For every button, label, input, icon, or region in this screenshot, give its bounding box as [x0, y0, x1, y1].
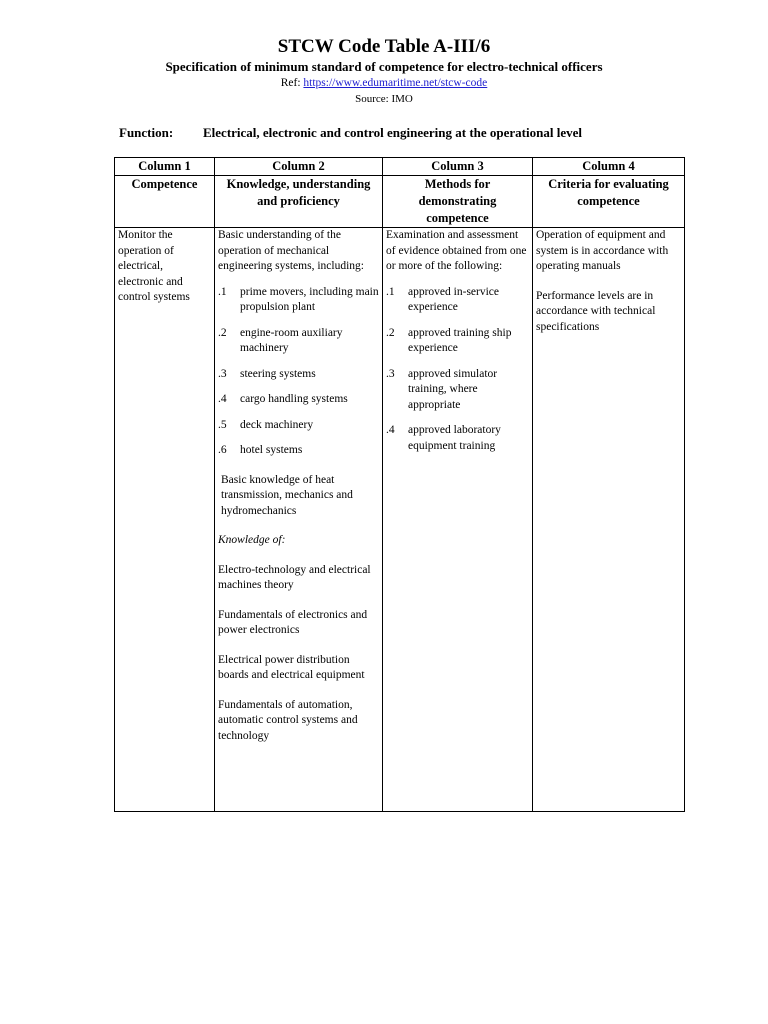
methods-cell — [383, 228, 533, 812]
criteria-cell — [533, 228, 685, 812]
item-text: prime movers, including main propulsion plant — [240, 285, 379, 313]
knowledge-of-item: Electrical power distribution boards and electrical equipment — [218, 653, 365, 681]
competence-text: Monitor the operation of electrical, electronic and control systems — [118, 229, 190, 303]
criteria-text: Performance levels are in accordance with technical specifications — [536, 289, 656, 333]
item-number: .2 — [386, 326, 395, 339]
competence-table — [114, 157, 685, 812]
page-subtitle: Specification of minimum standard of competence for electro-technical officers — [165, 59, 603, 74]
item-text: hotel systems — [240, 444, 303, 456]
item-number: .4 — [218, 393, 227, 405]
item-text: approved laboratory equipment training — [408, 424, 501, 452]
column-number-row — [115, 158, 685, 176]
list-item — [218, 443, 379, 459]
function-label: Function: — [119, 125, 174, 140]
column-2-number: Column 2 — [215, 158, 383, 176]
item-text: approved simulator training, where appropriate — [408, 367, 498, 411]
knowledge-of-item: Fundamentals of automation, automatic control systems and technology — [218, 698, 358, 742]
column-4-title: Criteria for evaluating competence — [533, 176, 685, 228]
item-text: approved training ship experience — [408, 326, 512, 354]
list-item — [386, 285, 529, 316]
methods-intro: Examination and assessment of evidence obtained from one or more of the following: — [386, 229, 527, 272]
source-line: Source: IMO — [355, 93, 413, 105]
item-number: .1 — [386, 285, 395, 298]
item-number: .6 — [218, 444, 227, 456]
knowledge-cell — [215, 228, 383, 812]
item-number: .3 — [386, 367, 395, 380]
item-number: .3 — [218, 367, 227, 380]
item-text: steering systems — [240, 367, 316, 380]
item-number: .2 — [218, 326, 227, 339]
table-row — [115, 228, 685, 812]
item-text: deck machinery — [240, 418, 314, 431]
column-3-title: Methods for demonstrating competence — [383, 176, 533, 228]
list-item — [386, 367, 529, 414]
criteria-text: Operation of equipment and system is in accordance with operating manuals — [536, 229, 669, 272]
column-1-number: Column 1 — [115, 158, 215, 176]
knowledge-basic: Basic knowledge of heat transmission, mechanics and hydromechanics — [221, 473, 353, 517]
column-3-number: Column 3 — [383, 158, 533, 176]
knowledge-of-item: Fundamentals of electronics and power electronics — [218, 608, 368, 636]
column-2-title: Knowledge, understanding and proficiency — [215, 176, 383, 228]
item-number: .4 — [386, 424, 395, 436]
column-1-title: Competence — [115, 176, 215, 228]
list-item — [218, 418, 379, 434]
reference-line — [0, 76, 768, 90]
knowledge-of-item: Electro-technology and electrical machines theory — [218, 563, 371, 591]
knowledge-of-label: Knowledge of: — [218, 534, 286, 546]
item-number: .5 — [218, 418, 227, 431]
ref-label: Ref: — [280, 77, 301, 89]
competence-cell — [115, 228, 215, 812]
item-text: approved in-service experience — [408, 285, 500, 313]
list-item — [218, 392, 379, 408]
function-value: Electrical, electronic and control engineering at the operational level — [203, 125, 582, 140]
list-item — [386, 326, 529, 357]
ref-link[interactable]: https://www.edumaritime.net/stcw-code — [303, 77, 488, 89]
item-text: engine-room auxiliary machinery — [240, 326, 343, 354]
list-item — [218, 367, 379, 383]
list-item — [218, 285, 379, 316]
function-row — [119, 125, 582, 141]
page-title: STCW Code Table A-III/6 — [277, 36, 491, 57]
list-item — [386, 423, 529, 454]
column-title-row — [115, 176, 685, 228]
column-4-number: Column 4 — [533, 158, 685, 176]
knowledge-intro: Basic understanding of the operation of mechanical engineering systems, including: — [218, 229, 364, 272]
item-text: cargo handling systems — [240, 393, 348, 405]
item-number: .1 — [218, 285, 227, 298]
list-item — [218, 326, 379, 357]
